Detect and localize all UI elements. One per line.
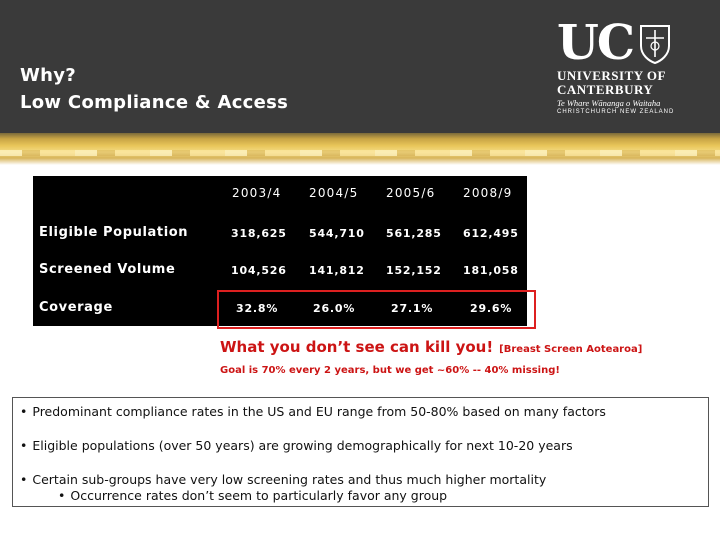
bullet-icon: • [20,438,28,453]
slide-title [20,62,288,116]
sub-bullet-item: • Occurrence rates don’t seem to particularly favor any group [58,488,448,503]
table-cell: 104,526 [231,264,287,277]
logo-city: CHRISTCHURCH NEW ZEALAND [557,109,675,115]
table-cell: 27.1% [391,302,434,315]
bullet-item: • Certain sub-groups have very low screening rates and thus much higher mortality [20,472,547,487]
table-cell: 152,152 [386,264,442,277]
goal-text: Goal is 70% every 2 years, but we get ~60% -- 40% missing! [220,365,560,376]
row-label-screened: Screened Volume [39,262,176,277]
title-line-1: Why? [20,65,77,86]
table-cell: 32.8% [236,302,279,315]
logo-line-2: CANTERBURY [557,82,654,97]
table-cell: 612,495 [463,227,519,240]
table-cell: 141,812 [309,264,365,277]
callout-source: [Breast Screen Aotearoa] [499,344,643,355]
table-cell: 561,285 [386,227,442,240]
bullet-item: • Eligible populations (over 50 years) are growing demographically for next 10-20 years [20,438,573,453]
logo-maori-name: Te Whare Wānanga o Waitaha [557,98,661,108]
callout-main: What you don’t see can kill you! [220,338,494,356]
university-logo [555,15,715,128]
coverage-highlight-box [217,290,536,329]
decorative-band [0,133,720,165]
callout-text [220,338,642,356]
bullet-item: • Predominant compliance rates in the US and EU range from 50-80% based on many factors [20,404,606,419]
column-header: 2008/9 [463,186,513,200]
row-label-eligible: Eligible Population [39,225,189,240]
table-cell: 544,710 [309,227,365,240]
row-label-coverage: Coverage [39,300,113,315]
table-cell: 29.6% [470,302,513,315]
column-header: 2005/6 [386,186,436,200]
logo-monogram: UC [557,15,634,71]
column-header: 2004/5 [309,186,359,200]
table-cell: 26.0% [313,302,356,315]
crest-icon [639,24,671,64]
decorative-band-streak [0,150,720,156]
table-cell: 318,625 [231,227,287,240]
column-header: 2003/4 [232,186,282,200]
logo-line-1: UNIVERSITY OF [557,68,666,83]
bullet-icon: • [58,488,66,503]
bullet-icon: • [20,472,28,487]
title-line-2: Low Compliance & Access [20,92,289,113]
table-cell: 181,058 [463,264,519,277]
bullet-icon: • [20,404,28,419]
